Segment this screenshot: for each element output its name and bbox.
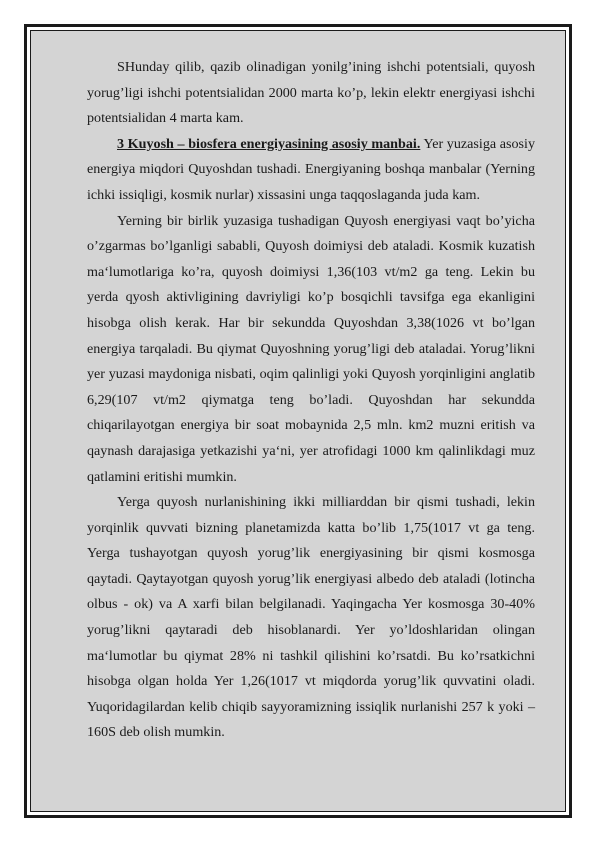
paragraph-4-text: Yerga quyosh nurlanishining ikki milliarddan bir qismi tushadi, lekin yorqinlik quvvati bizning planetamizda katta bo’lib 1,75(1017 vt ga teng. Yerga tushayotgan quyosh yorug’lik energiyasining bir qismi kosmosga qaytadi. Qaytayotgan quyosh yorug’lik energiyasi albedo deb ataladi (lotincha olbus - ok) va A xarfi bilan belgilanadi. Yaqingacha Yer kosmosga 30-40% yorug’likni qaytaradi deb hisoblanardi. Yer yo’ldoshlaridan olingan ma‘lumotlar bu qiymat 28% ni tashkil qilishini ko’rsatdi. Bu ko’rsatkichni hisobga olgan holda Yer 1,26(1017 vt miqdorda yorug’lik quvvatini oladi. Yuqoridagilardan kelib chiqib sayyoramizning issiqlik nurlanishi 257 k yoki – 160S deb olish mumkin. <box>87 494 535 741</box>
paragraph-2-text: Yer yuzasiga asosiy energiya miqdori Quyoshdan tushadi. Energiyaning boshqa manbalar (Yerning ichki issiqligi, kosmik nurlar) xissasini unga taqqoslaganda juda kam. <box>87 135 535 203</box>
section-heading: 3 Kuyosh – biosfera energiyasining asosiy manbai. <box>117 135 421 152</box>
paragraph-4 <box>87 490 535 746</box>
paragraph-1-text: SHunday qilib, qazib olinadigan yonilg’ining ishchi potentsiali, quyosh yorug’ligi ishchi potentsialidan 2000 marta ko’p, lekin elektr energiyasi ishchi potentsialidan 4 marta kam. <box>87 59 535 127</box>
paragraph-3 <box>87 209 535 491</box>
paragraph-1 <box>87 55 535 132</box>
page-frame <box>24 24 572 818</box>
paragraph-3-text: Yerning bir birlik yuzasiga tushadigan Quyosh energiyasi vaqt bo’yicha o’zgarmas bo’lganligi sababli, Quyosh doimiysi deb ataladi. Kosmik kuzatish ma‘lumotlariga ko’ra, quyosh doimiysi 1,36(103 vt/m2 ga teng. Lekin bu yerda qyosh aktivligining davriyligi ko’p bosqichli tavsifga ega ekanligini hisobga olish kerak. Har bir sekundda Quyoshdan 3,38(1026 vt bo’lgan energiya tarqaladi. Bu qiymat Quyoshning yorug’ligi deb ataladai. Yorug’likni yer yuzasi maydoniga nisbati, oqim qalinligi yoki Quyosh yorqinligini anglatib 6,29(107 vt/m2 qiymatga teng bo’ladi. Quyoshdan har sekundda chiqarilayotgan energiya bir soat mobaynida 2,5 mln. km2 muzni eritish va qaynash darajasiga yetkazishi ya‘ni, yer atrofidagi 1000 km qalinlikdagi muz qatlamini eritishi mumkin. <box>87 212 535 485</box>
document-body <box>87 55 535 746</box>
paragraph-2 <box>87 132 535 209</box>
page-content-area <box>30 30 566 812</box>
